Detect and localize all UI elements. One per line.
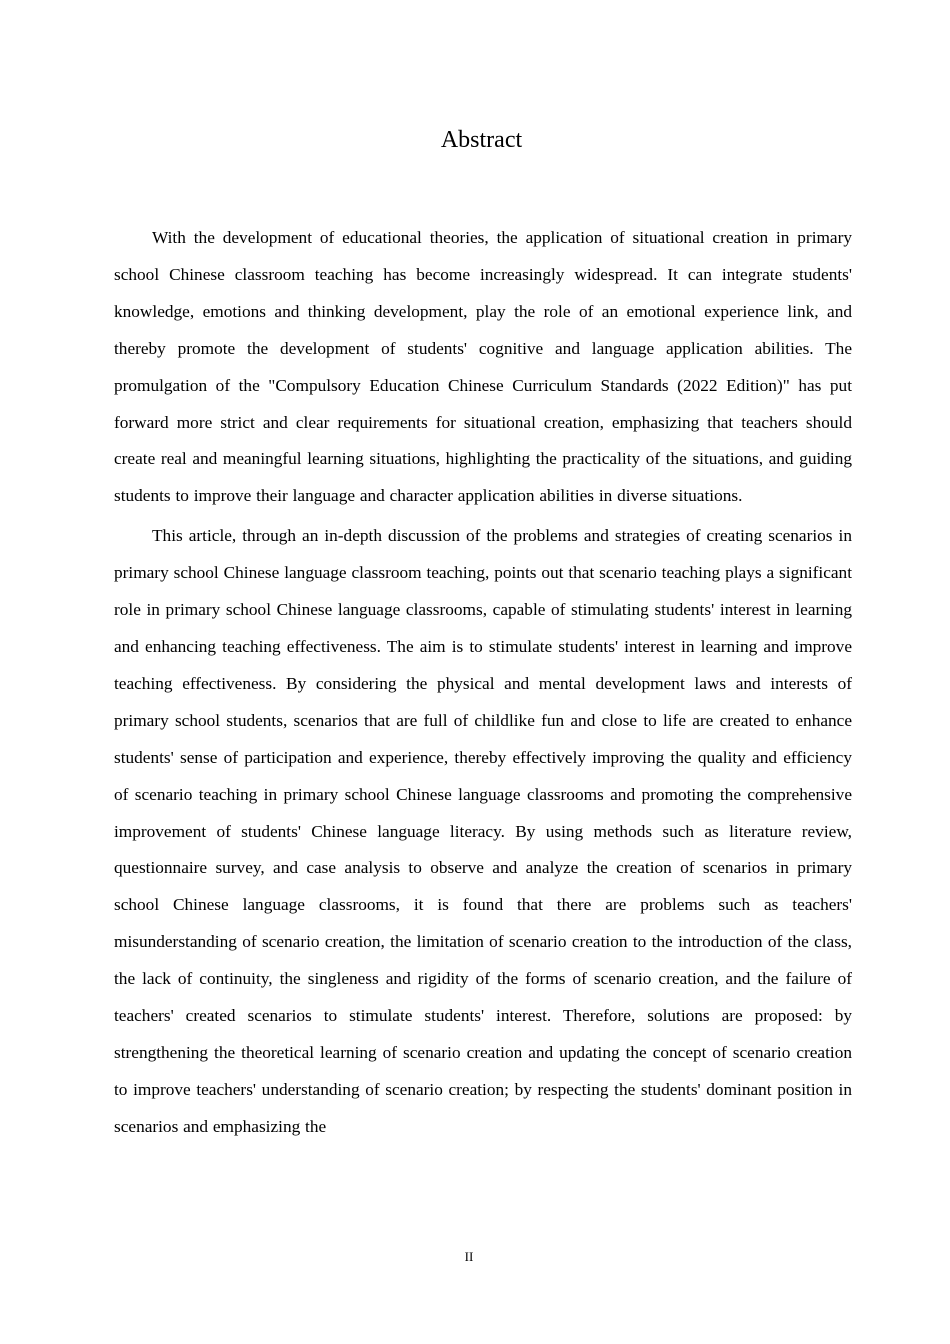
abstract-body [114, 220, 852, 1146]
abstract-title: Abstract [440, 127, 523, 153]
page-number: II [464, 1249, 474, 1264]
abstract-paragraph-2: This article, through an in-depth discussion of the problems and strategies of creating scenarios in primary school Chinese language classroom teaching, points out that scenario teaching plays a significant role in primary school Chinese language classrooms, capable of stimulating students' interest in learning and enhancing teaching effectiveness. The aim is to stimulate students' interest in learning and improve teaching effectiveness. By considering the physical and mental development laws and interests of primary school students, scenarios that are full of childlike fun and close to life are created to enhance students' sense of participation and experience, thereby effectively improving the quality and efficiency of scenario teaching in primary school Chinese language classrooms and promoting the comprehensive improvement of students' Chinese language literacy. By using methods such as literature review, questionnaire survey, and case analysis to observe and analyze the creation of scenarios in primary school Chinese language classrooms, it is found that there are problems such as teachers' misunderstanding of scenario creation, the limitation of scenario creation to the introduction of the class, the lack of continuity, the singleness and rigidity of the forms of scenario creation, and the failure of teachers' created scenarios to stimulate students' interest. Therefore, solutions are proposed: by strengthening the theoretical learning of scenario creation and updating the concept of scenario creation to improve teachers' understanding of scenario creation; by respecting the students' dominant position in scenarios and emphasizing the [114, 526, 852, 1136]
abstract-paragraph-1: With the development of educational theories, the application of situational creation in primary school Chinese classroom teaching has become increasingly widespread. It can integrate students' knowledge, emotions and thinking development, play the role of an emotional experience link, and thereby promote the development of students' cognitive and language application abilities. The promulgation of the "Compulsory Education Chinese Curriculum Standards (2022 Edition)" has put forward more strict and clear requirements for situational creation, emphasizing that teachers should create real and meaningful learning situations, highlighting the practicality of the situations, and guiding students to improve their language and character application abilities in diverse situations. [114, 228, 852, 506]
